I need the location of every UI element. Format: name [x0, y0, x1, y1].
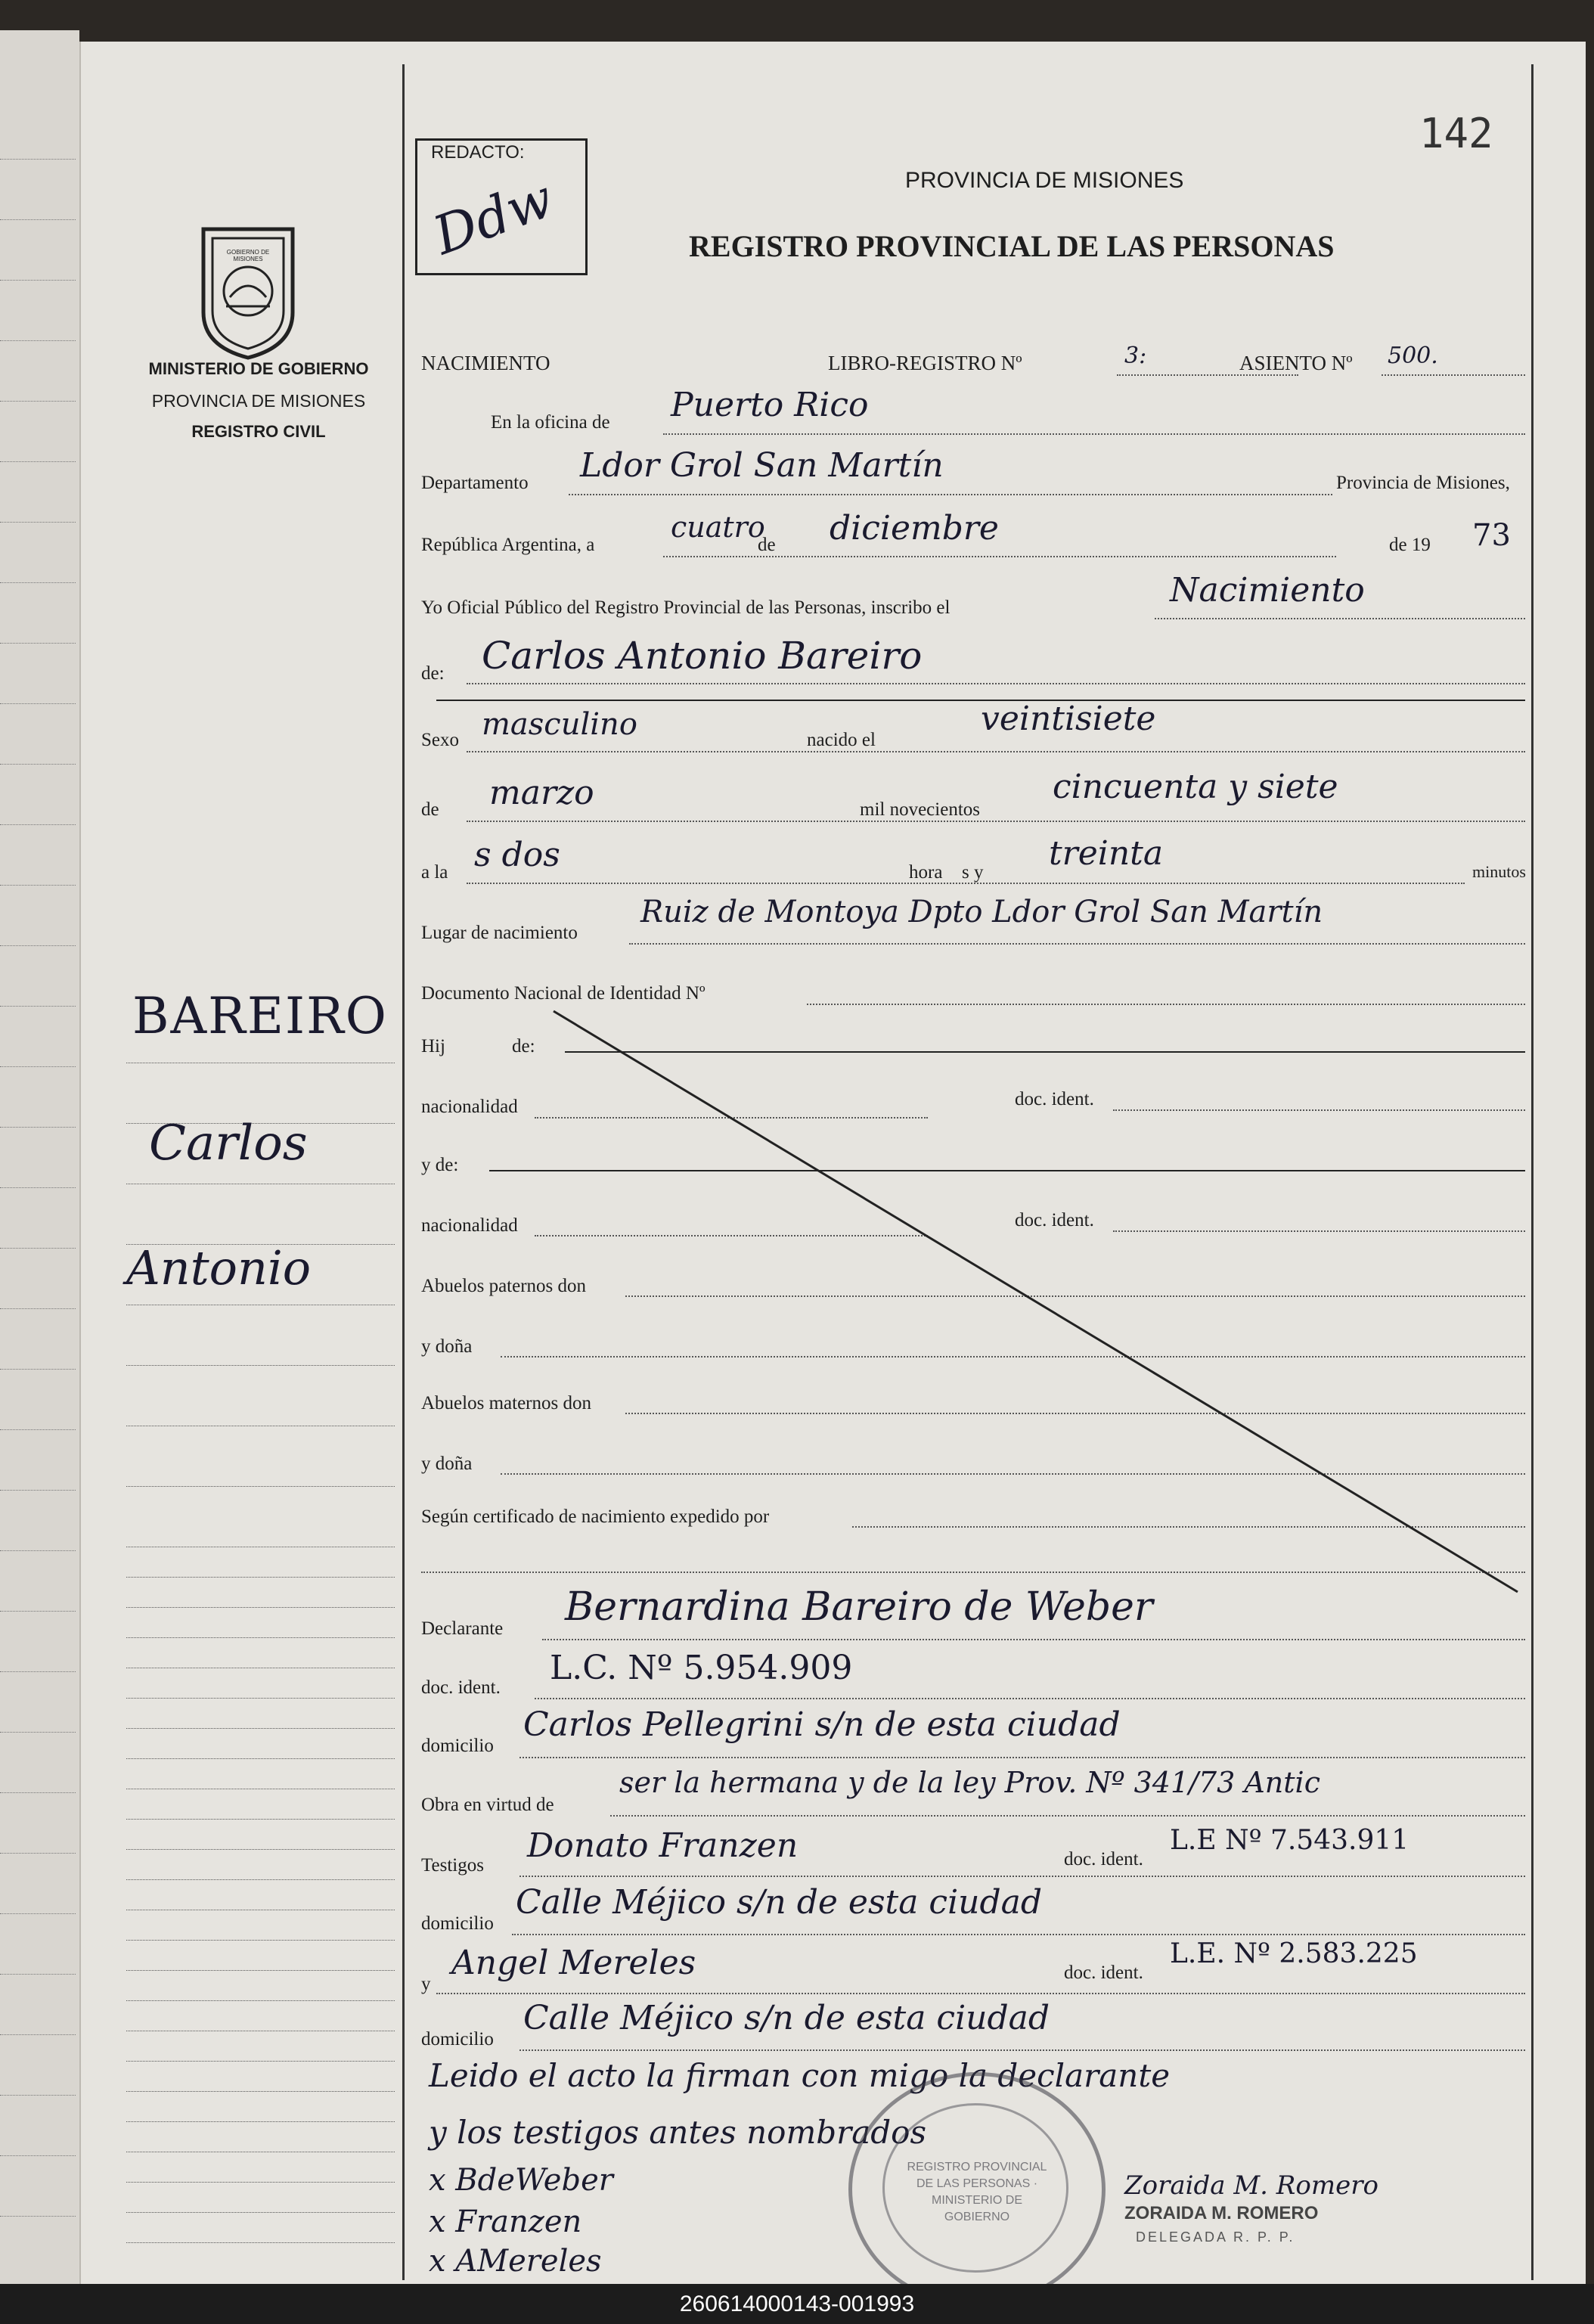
footer-bar — [0, 2284, 1594, 2324]
doc-ident-label-2: doc. ident. — [1015, 1210, 1094, 1230]
de-year-label: de 19 — [1389, 535, 1431, 555]
sexo-label: Sexo — [421, 730, 459, 750]
lugar-label: Lugar de nacimiento — [421, 923, 578, 943]
testigo-1-value: Donato Franzen — [527, 1826, 799, 1865]
departamento-value: Ldor Grol San Martín — [580, 446, 944, 485]
margin-second-name: Antonio — [126, 1240, 312, 1295]
certificate-page — [79, 42, 1586, 2284]
y-de-label: y de: — [421, 1155, 459, 1175]
domicilio-value-2: Calle Méjico s/n de esta ciudad — [516, 1883, 1043, 1922]
official-name-stamp: ZORAIDA M. ROMERO — [1124, 2203, 1319, 2223]
nacimiento-label: NACIMIENTO — [421, 352, 550, 374]
ministry-line2: PROVINCIA DE MISIONES — [151, 391, 366, 411]
stamp-text: REGISTRO PROVINCIAL DE LAS PERSONAS · MINISTERIO DE GOBIERNO — [907, 2161, 1047, 2223]
leido-line-2: y los testigos antes nombrados — [429, 2114, 926, 2151]
domicilio-value-3: Calle Méjico s/n de esta ciudad — [523, 1999, 1050, 2037]
inscribo-value: Nacimiento — [1170, 571, 1365, 610]
testigos-label: Testigos — [421, 1855, 484, 1876]
nacionalidad-label-2: nacionalidad — [421, 1215, 518, 1236]
departamento-label: Departamento — [421, 473, 529, 493]
lugar-value: Ruiz de Montoya Dpto Ldor Grol San Martín — [640, 895, 1323, 929]
abuelos-paternos-label: Abuelos paternos don — [421, 1276, 587, 1296]
registry-header: REGISTRO PROVINCIAL DE LAS PERSONAS — [689, 229, 1335, 263]
minutos-value: treinta — [1049, 834, 1164, 873]
hora-label: hora — [909, 862, 943, 883]
libro-value: 3: — [1124, 343, 1147, 369]
doc-ident-value-4: L.E Nº 7.543.911 — [1170, 1825, 1409, 1856]
domicilio-value-1: Carlos Pellegrini s/n de esta ciudad — [523, 1705, 1121, 1744]
minutos-label: minutos — [1472, 862, 1526, 881]
signature-declarante: x BdeWeber — [429, 2163, 613, 2198]
segun-certificado-label: Según certificado de nacimiento expedido por — [421, 1506, 770, 1527]
mil-novecientos-label: mil novecientos — [860, 799, 980, 820]
de-label-2: de — [421, 799, 439, 820]
redacto-signature: Ddw — [425, 166, 562, 268]
y-label: y — [421, 1974, 431, 1994]
asiento-label: ASIENTO Nº — [1239, 352, 1353, 374]
official-title-stamp: DELEGADA R. P. P. — [1136, 2229, 1295, 2245]
testigo-2-value: Angel Mereles — [451, 1944, 696, 1982]
signature-testigo-2: x AMereles — [429, 2244, 602, 2279]
year-value: 73 — [1472, 518, 1511, 553]
left-page-edge — [0, 30, 79, 2284]
y-dona-label-2: y doña — [421, 1454, 473, 1474]
abuelos-maternos-label: Abuelos maternos don — [421, 1393, 591, 1413]
obra-label: Obra en virtud de — [421, 1795, 554, 1815]
seal-text: GOBIERNO DE MISIONES — [226, 249, 270, 262]
official-round-stamp — [848, 2072, 1106, 2307]
doc-ident-label-1: doc. ident. — [1015, 1089, 1094, 1109]
doc-ident-label-5: doc. ident. — [1064, 1963, 1143, 1983]
margin-surname: BAREIRO — [132, 987, 388, 1045]
nacido-value: veintisiete — [981, 700, 1156, 738]
yo-oficial-label: Yo Oficial Público del Registro Provincial de las Personas, inscribo el — [421, 597, 951, 618]
sexo-value: masculino — [482, 707, 637, 742]
oficina-value: Puerto Rico — [671, 386, 869, 424]
nacionalidad-label-1: nacionalidad — [421, 1097, 518, 1117]
s-y-label: s y — [962, 862, 984, 883]
declarante-label: Declarante — [421, 1618, 504, 1639]
republica-label: República Argentina, a — [421, 535, 595, 555]
page-number: 142 — [1419, 110, 1493, 157]
footer-code: 260614000143-001993 — [679, 2291, 915, 2316]
doc-ident-value-3: L.C. Nº 5.954.909 — [550, 1649, 853, 1687]
leido-line-1: Leido el acto la firman con migo la declarante — [429, 2057, 1171, 2094]
obra-value: ser la hermana y de la ley Prov. Nº 341/73 Antic — [619, 1766, 1320, 1799]
y-dona-label-1: y doña — [421, 1336, 473, 1357]
ministry-line3: REGISTRO CIVIL — [191, 422, 326, 441]
de-label-1: de — [758, 535, 776, 555]
de-nombre-label: de: — [421, 663, 445, 684]
nacido-label: nacido el — [807, 730, 876, 750]
dia-value: cuatro — [671, 510, 765, 544]
official-signature: Zoraida M. Romero — [1124, 2170, 1378, 2201]
nombre-value: Carlos Antonio Bareiro — [482, 634, 923, 678]
oficina-label: En la oficina de — [491, 412, 610, 433]
mes-value: diciembre — [830, 509, 999, 548]
de-label-3: de: — [512, 1036, 535, 1057]
domicilio-label-2: domicilio — [421, 1913, 494, 1934]
domicilio-label-3: domicilio — [421, 2029, 494, 2049]
dni-label: Documento Nacional de Identidad Nº — [421, 983, 706, 1004]
ministry-line1: MINISTERIO DE GOBIERNO — [148, 359, 369, 378]
mes-nacimiento-value: marzo — [489, 774, 594, 812]
doc-ident-label-3: doc. ident. — [421, 1677, 501, 1698]
doc-ident-value-5: L.E. Nº 2.583.225 — [1170, 1938, 1418, 1969]
libro-label: LIBRO-REGISTRO Nº — [828, 352, 1022, 374]
declarante-value: Bernardina Bareiro de Weber — [565, 1584, 1153, 1630]
asiento-value: 500. — [1388, 343, 1438, 369]
margin-first-name: Carlos — [149, 1115, 308, 1171]
hij-label: Hij — [421, 1036, 445, 1057]
anio-nacimiento-value: cincuenta y siete — [1053, 768, 1338, 806]
redacto-label: REDACTO: — [431, 142, 525, 163]
province-header: PROVINCIA DE MISIONES — [905, 168, 1184, 193]
provincia-label: Provincia de Misiones, — [1336, 473, 1510, 493]
hora-value: s dos — [474, 836, 560, 874]
a-la-label: a la — [421, 862, 448, 883]
doc-ident-label-4: doc. ident. — [1064, 1849, 1143, 1869]
domicilio-label-1: domicilio — [421, 1736, 494, 1756]
signature-testigo-1: x Franzen — [429, 2205, 582, 2239]
